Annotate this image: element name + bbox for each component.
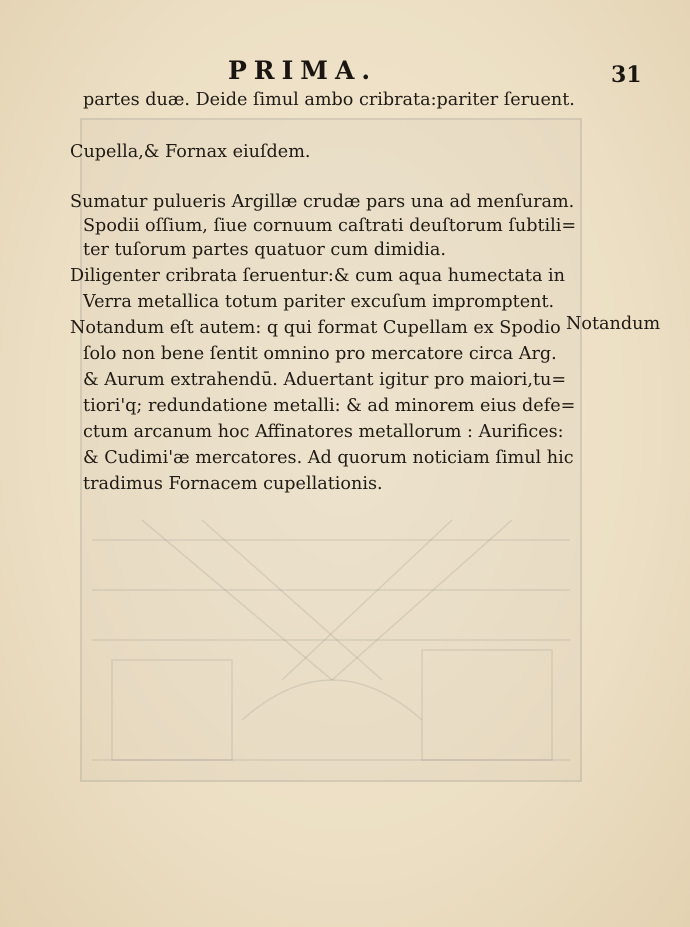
text-line: Diligenter cribrata ſeruentur:& cum aqua humectata in [70,266,565,286]
section-heading: Cupella,& Fornax eiuſdem. [70,142,311,162]
text-line: Verra metallica totum pariter excuſum impromptent. [83,292,555,312]
text-line: tiori'q; redundatione metalli: & ad minorem eius defe= [83,396,576,416]
text-line: ctum arcanum hoc Affinatores metallorum : Aurifices: [83,422,564,442]
text-line: tradimus Fornacem cupellationis. [83,474,383,494]
text-line: Sumatur pulueris Argillæ crudæ pars una ad menſuram. [70,192,575,212]
text-line: ſolo non bene ſentit omnino pro mercatore circa Arg. [83,344,557,364]
text-line: ter tuſorum partes quatuor cum dimidia. [83,240,446,260]
text-line: Spodii oſſium, ſiue cornuum caſtrati deuſtorum ſubtili= [83,216,577,236]
running-head: PRIMA. [228,56,378,85]
text-line: & Cudimi'æ mercatores. Ad quorum noticiam ſimul hic [83,448,574,468]
text-line: & Aurum extrahendū. Aduertant igitur pro maiori,tu= [83,370,567,390]
text-line: partes duæ. Deide ſimul ambo cribrata:pariter ſeruent. [83,90,575,110]
text-line: Notandum eſt autem: q qui format Cupellam ex Spodio [70,318,561,338]
page-number: 31 [611,62,642,88]
marginal-note: Notandum [566,314,661,334]
